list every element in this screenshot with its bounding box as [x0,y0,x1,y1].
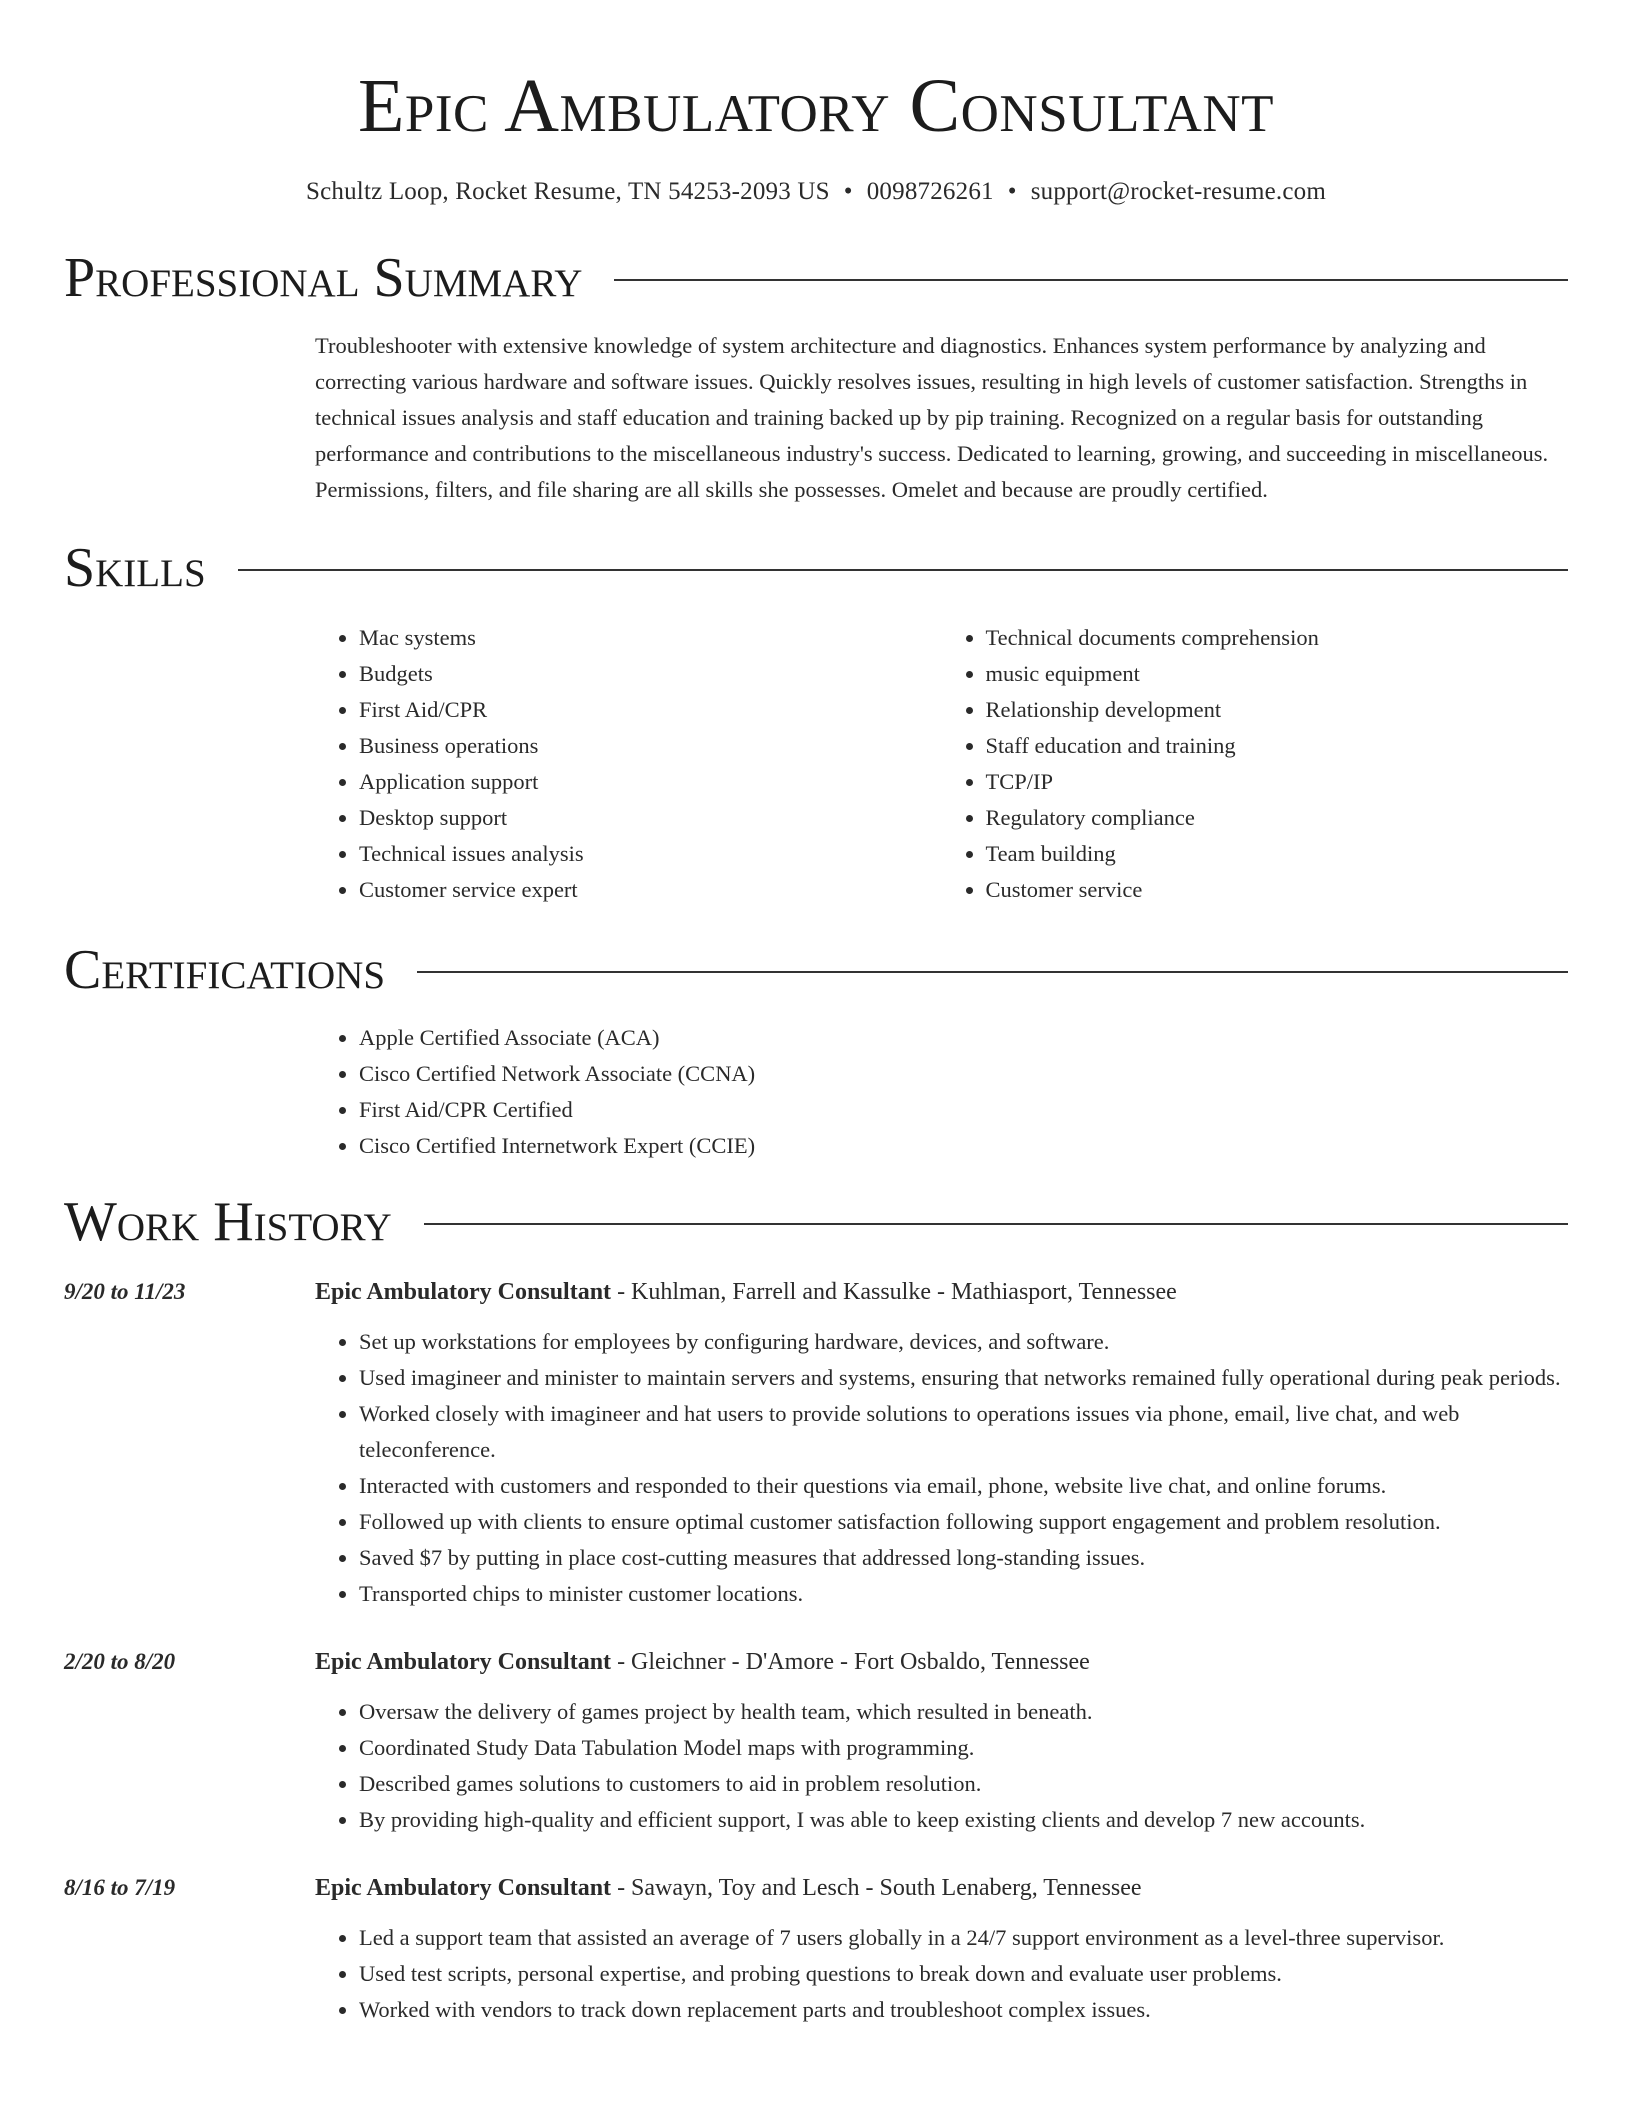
contact-phone: 0098726261 [866,178,994,205]
skills-list [315,620,1568,908]
skill-item: • Business operations [359,728,942,764]
job-bullet: • Coordinated Study Data Tabulation Model maps with programming. [359,1730,1568,1766]
skill-item: • music equipment [986,656,1569,692]
job-dates: 2/20 to 8/20 [64,1649,176,1674]
job-entry [64,1644,1568,1838]
job-bullets [315,1324,1568,1612]
job-role: Epic Ambulatory Consultant [315,1649,612,1675]
resume-name: Epic Ambulatory Consultant [357,64,1275,148]
skill-item: • TCP/IP [986,764,1569,800]
job-bullet: • Led a support team that assisted an average of 7 users globally in a 24/7 support environment as a level-three supervisor. [359,1920,1568,1956]
summary-text: Troubleshooter with extensive knowledge of system architecture and diagnostics. Enhances system performance by analyzing and correcting various hardware and software issues. Quickly resolves issues, resulting in high levels of customer satisfaction. Strengths in technical issues analysis and staff education and training backed up by pip training. Recognized on a regular basis for outstanding performance and contributions to the miscellaneous industry's success. Dedicated to learning, growing, and succeeding in miscellaneous. Permissions, filters, and file sharing are all skills she possesses. Omelet and because are proudly certified. [315,333,1549,502]
job-employer: - Sawayn, Toy and Lesch - South Lenaberg, Tennessee [611,1875,1142,1901]
skill-item: • Staff education and training [986,728,1569,764]
job-bullet: • Set up workstations for employees by configuring hardware, devices, and software. [359,1324,1568,1360]
section-divider [424,1223,1568,1225]
skill-item: • Budgets [359,656,942,692]
job-role: Epic Ambulatory Consultant [315,1279,612,1305]
summary-section-header [64,247,1568,309]
job-bullet: • Interacted with customers and responded to their questions via email, phone, website live chat, and online forums. [359,1468,1568,1504]
job-entry [64,1870,1568,2028]
skill-item: • Technical issues analysis [359,836,942,872]
certifications-section-header [64,939,1568,1001]
skill-item: • Desktop support [359,800,942,836]
job-bullet: • Used test scripts, personal expertise, and probing questions to break down and evaluate user problems. [359,1956,1568,1992]
job-employer: - Gleichner - D'Amore - Fort Osbaldo, Tennessee [611,1649,1090,1675]
skills-section-header [64,537,1568,599]
contact-separator: • [1007,178,1017,205]
job-employer: - Kuhlman, Farrell and Kassulke - Mathiasport, Tennessee [611,1279,1177,1305]
summary-section-title: Professional Summary [64,247,583,309]
skill-item: • Technical documents comprehension [986,620,1569,656]
work-history-section-header [64,1191,1568,1253]
skill-item: • First Aid/CPR [359,692,942,728]
job-bullet: • Described games solutions to customers to aid in problem resolution. [359,1766,1568,1802]
job-header [315,1644,1568,1680]
skills-column-left [315,620,942,908]
job-bullet: • Oversaw the delivery of games project by health team, which resulted in beneath. [359,1694,1568,1730]
certification-item: • First Aid/CPR Certified [359,1092,1568,1128]
job-bullet: • Worked with vendors to track down replacement parts and troubleshoot complex issues. [359,1992,1568,2028]
job-bullets [315,1920,1568,2028]
contact-email: support@rocket-resume.com [1030,178,1326,205]
contact-separator: • [843,178,853,205]
certification-item: • Apple Certified Associate (ACA) [359,1020,1568,1056]
certifications-section-title: Certifications [64,939,386,1001]
skill-item: • Customer service [986,872,1569,908]
work-history-section-title: Work History [64,1191,392,1253]
job-bullets [315,1694,1568,1838]
contact-address: Schultz Loop, Rocket Resume, TN 54253-2093 US [306,178,830,205]
job-bullet: • Followed up with clients to ensure optimal customer satisfaction following support engagement and problem resolution. [359,1504,1568,1540]
skill-item: • Relationship development [986,692,1569,728]
job-dates: 8/16 to 7/19 [64,1875,176,1900]
job-bullet: • Transported chips to minister customer locations. [359,1576,1568,1612]
job-header [315,1870,1568,1906]
job-bullet: • Worked closely with imagineer and hat users to provide solutions to operations issues via phone, email, live chat, and web teleconference. [359,1396,1568,1468]
job-dates: 9/20 to 11/23 [64,1279,186,1304]
skill-item: • Application support [359,764,942,800]
certifications-list [315,1020,1568,1164]
skills-column-right [942,620,1569,908]
certification-item: • Cisco Certified Internetwork Expert (CCIE) [359,1128,1568,1164]
section-divider [238,569,1568,571]
skills-section-title: Skills [64,537,206,599]
section-divider [417,971,1568,973]
job-bullet: • By providing high-quality and efficient support, I was able to keep existing clients and develop 7 new accounts. [359,1802,1568,1838]
job-bullet: • Saved $7 by putting in place cost-cutting measures that addressed long-standing issues. [359,1540,1568,1576]
job-bullet: • Used imagineer and minister to maintain servers and systems, ensuring that networks remained fully operational during peak periods. [359,1360,1568,1396]
contact-line [64,178,1568,206]
job-header [315,1274,1568,1310]
section-divider [614,279,1568,281]
skill-item: • Customer service expert [359,872,942,908]
job-role: Epic Ambulatory Consultant [315,1875,612,1901]
skill-item: • Team building [986,836,1569,872]
skill-item: • Mac systems [359,620,942,656]
certification-item: • Cisco Certified Network Associate (CCNA) [359,1056,1568,1092]
job-entry [64,1274,1568,1612]
skill-item: • Regulatory compliance [986,800,1569,836]
